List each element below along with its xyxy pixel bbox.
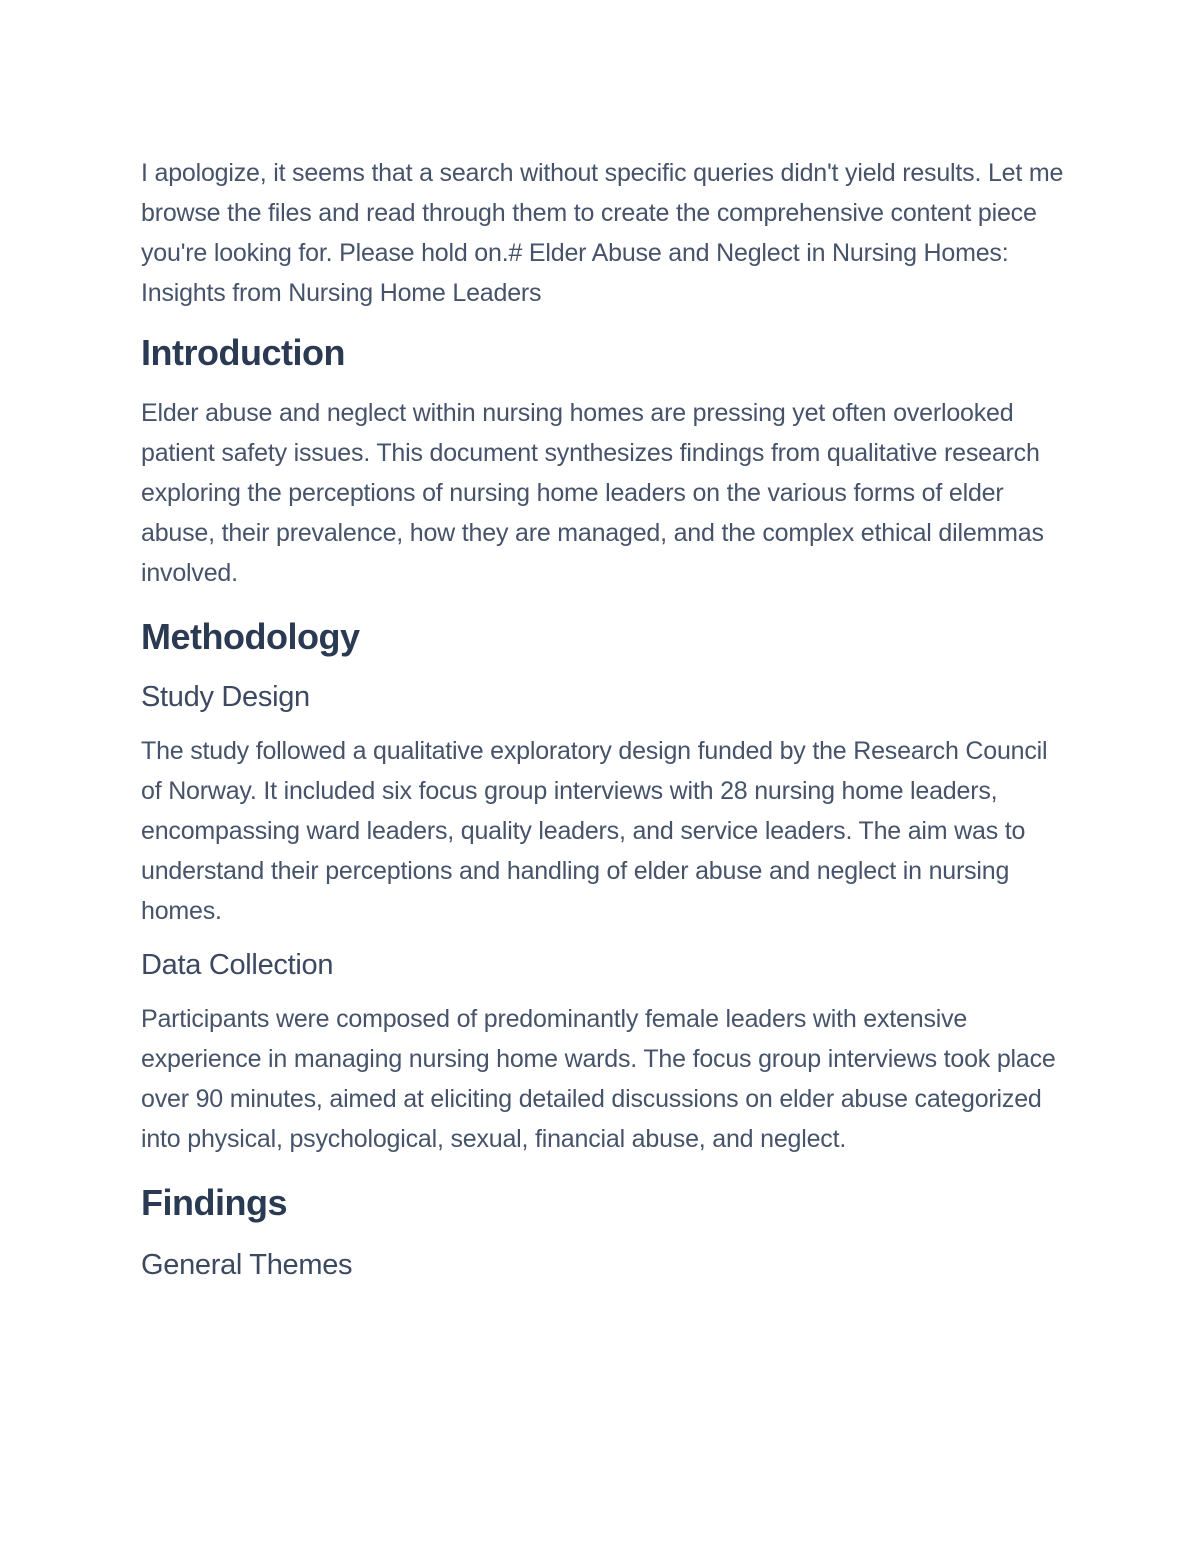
subheading-data-collection: Data Collection [141,949,334,981]
study-design-paragraph: The study followed a qualitative exploratory design funded by the Research Council of Norway. It included six focus group interviews with 28 nursing home leaders, encompassing ward leaders, quality leaders, and service leaders. The aim was to understand their perceptions and handling of elder abuse and neglect in nursing homes. [141,737,1048,925]
opening-paragraph: I apologize, it seems that a search without specific queries didn't yield results. Let me browse the files and read through them to create the comprehensive content piece you're looking for. Please hold on.# Elder Abuse and Neglect in Nursing Homes: Insights from Nursing Home Leaders [141,159,1064,307]
heading-introduction: Introduction [141,332,345,373]
document-page [141,153,1071,1283]
subheading-general-themes: General Themes [141,1249,353,1281]
subheading-study-design: Study Design [141,681,310,713]
introduction-paragraph: Elder abuse and neglect within nursing homes are pressing yet often overlooked patient safety issues. This document synthesizes findings from qualitative research exploring the perceptions of nursing home leaders on the various forms of elder abuse, their prevalence, how they are managed, and the complex ethical dilemmas involved. [141,399,1044,587]
heading-methodology: Methodology [141,616,360,657]
data-collection-paragraph: Participants were composed of predominantly female leaders with extensive experience in managing nursing home wards. The focus group interviews took place over 90 minutes, aimed at eliciting detailed discussions on elder abuse categorized into physical, psychological, sexual, financial abuse, and neglect. [141,1005,1056,1153]
heading-findings: Findings [141,1182,287,1223]
